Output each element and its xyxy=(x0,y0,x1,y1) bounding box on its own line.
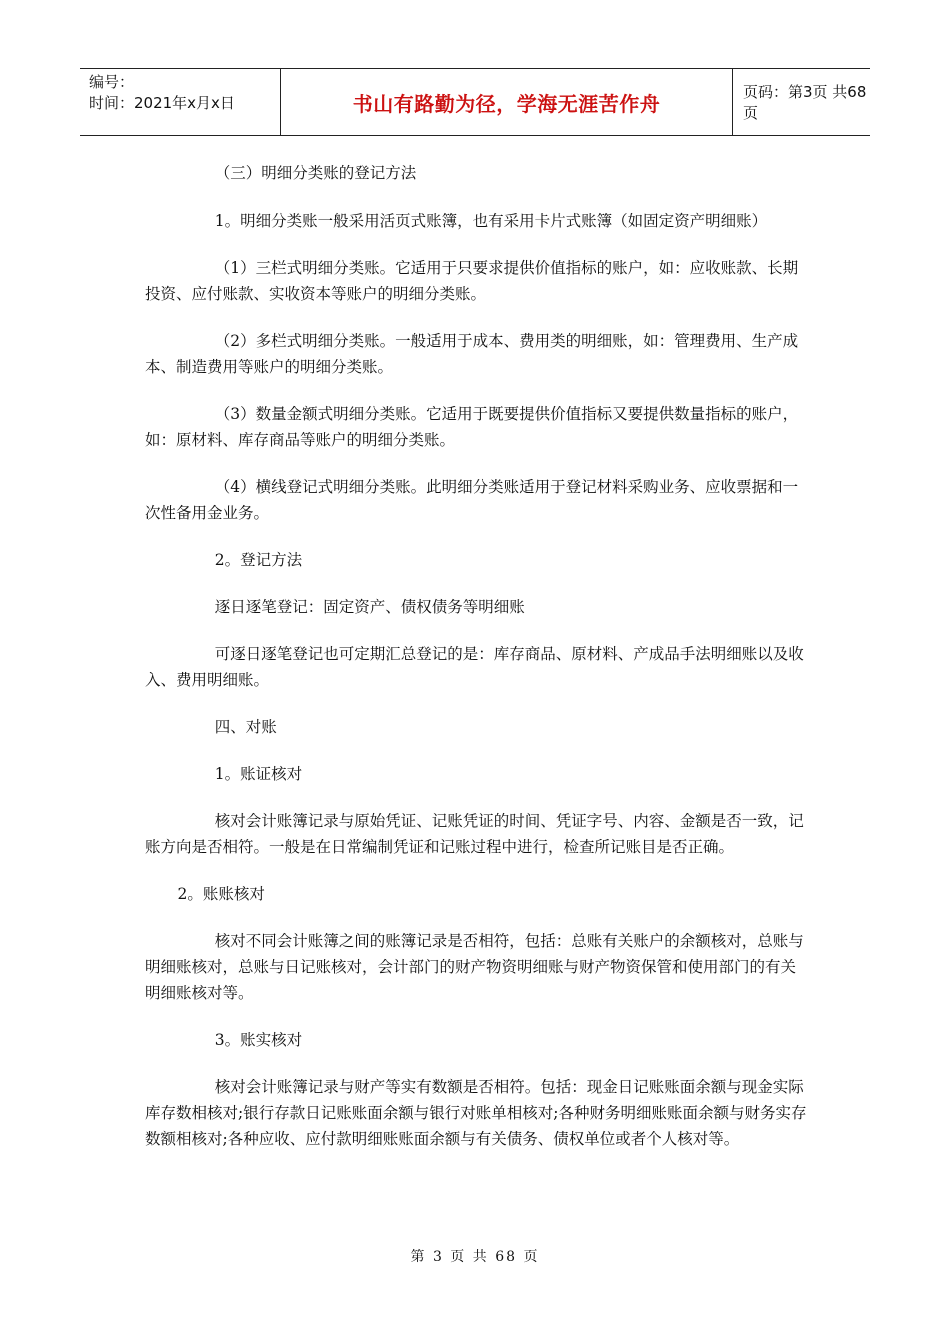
section-title: （三）明细分类账的登记方法 xyxy=(214,164,417,182)
paragraph-check3: 核对会计账簿记录与财产等实有数额是否相符。包括：现金日记账账面余额与现金实际库存数相核对;银行存款日记账账面余额与银行对账单相核对;各种财务明细账账面余额与财务实存数额相核对;各种应收、应付款明细账账面余额与有关债务、债权单位或者个人核对等。 xyxy=(145,1078,807,1148)
time-label: 时间：2021年x月x日 xyxy=(89,94,235,112)
document-header xyxy=(80,68,870,136)
header-page-info: 页码：第3页 共68页 xyxy=(743,83,867,122)
paragraph-item1: 1。明细分类账一般采用活页式账簿，也有采用卡片式账簿（如固定资产明细账） xyxy=(214,212,768,230)
paragraph-check1: 核对会计账簿记录与原始凭证、记账凭证的时间、凭证字号、内容、金额是否一致，记账方向是否相符。一般是在日常编制凭证和记账过程中进行，检查所记账目是否正确。 xyxy=(145,812,804,856)
page-footer: 第 3 页 共 68 页 xyxy=(410,1249,540,1265)
paragraph-check2: 核对不同会计账簿之间的账簿记录是否相符，包括：总账有关账户的余额核对，总账与明细账核对，总账与日记账核对，会计部门的财产物资明细账与财产物资保管和使用部门的有关明细账核对等。 xyxy=(145,932,804,1002)
paragraph-sub1: （1）三栏式明细分类账。它适用于只要求提供价值指标的账户，如：应收账款、长期投资、应付账款、实收资本等账户的明细分类账。 xyxy=(145,259,799,303)
paragraph-sub3: （3）数量金额式明细分类账。它适用于既要提供价值指标又要提供数量指标的账户，如：原材料、库存商品等账户的明细分类账。 xyxy=(145,405,799,449)
header-motto: 书山有路勤为径，学海无涯苦作舟 xyxy=(281,69,733,135)
paragraph-sub4: （4）横线登记式明细分类账。此明细分类账适用于登记材料采购业务、应收票据和一次性备用金业务。 xyxy=(145,478,799,522)
code-label: 编号： xyxy=(89,73,135,91)
paragraph-sub2: （2）多栏式明细分类账。一般适用于成本、费用类的明细账，如：管理费用、生产成本、制造费用等账户的明细分类账。 xyxy=(145,332,799,376)
heading-check1: 1。账证核对 xyxy=(214,765,303,783)
paragraph-item2-p2: 可逐日逐笔登记也可定期汇总登记的是：库存商品、原材料、产成品手法明细账以及收入、费用明细账。 xyxy=(145,645,804,689)
paragraph-item2-p1: 逐日逐笔登记：固定资产、债权债务等明细账 xyxy=(214,598,525,616)
header-meta-cell xyxy=(80,69,281,135)
heading-check2: 2。账账核对 xyxy=(177,885,265,903)
heading-section4: 四、对账 xyxy=(214,718,277,736)
heading-check3: 3。账实核对 xyxy=(214,1031,303,1049)
document-body xyxy=(145,160,810,1173)
heading-item2: 2。登记方法 xyxy=(214,551,303,569)
